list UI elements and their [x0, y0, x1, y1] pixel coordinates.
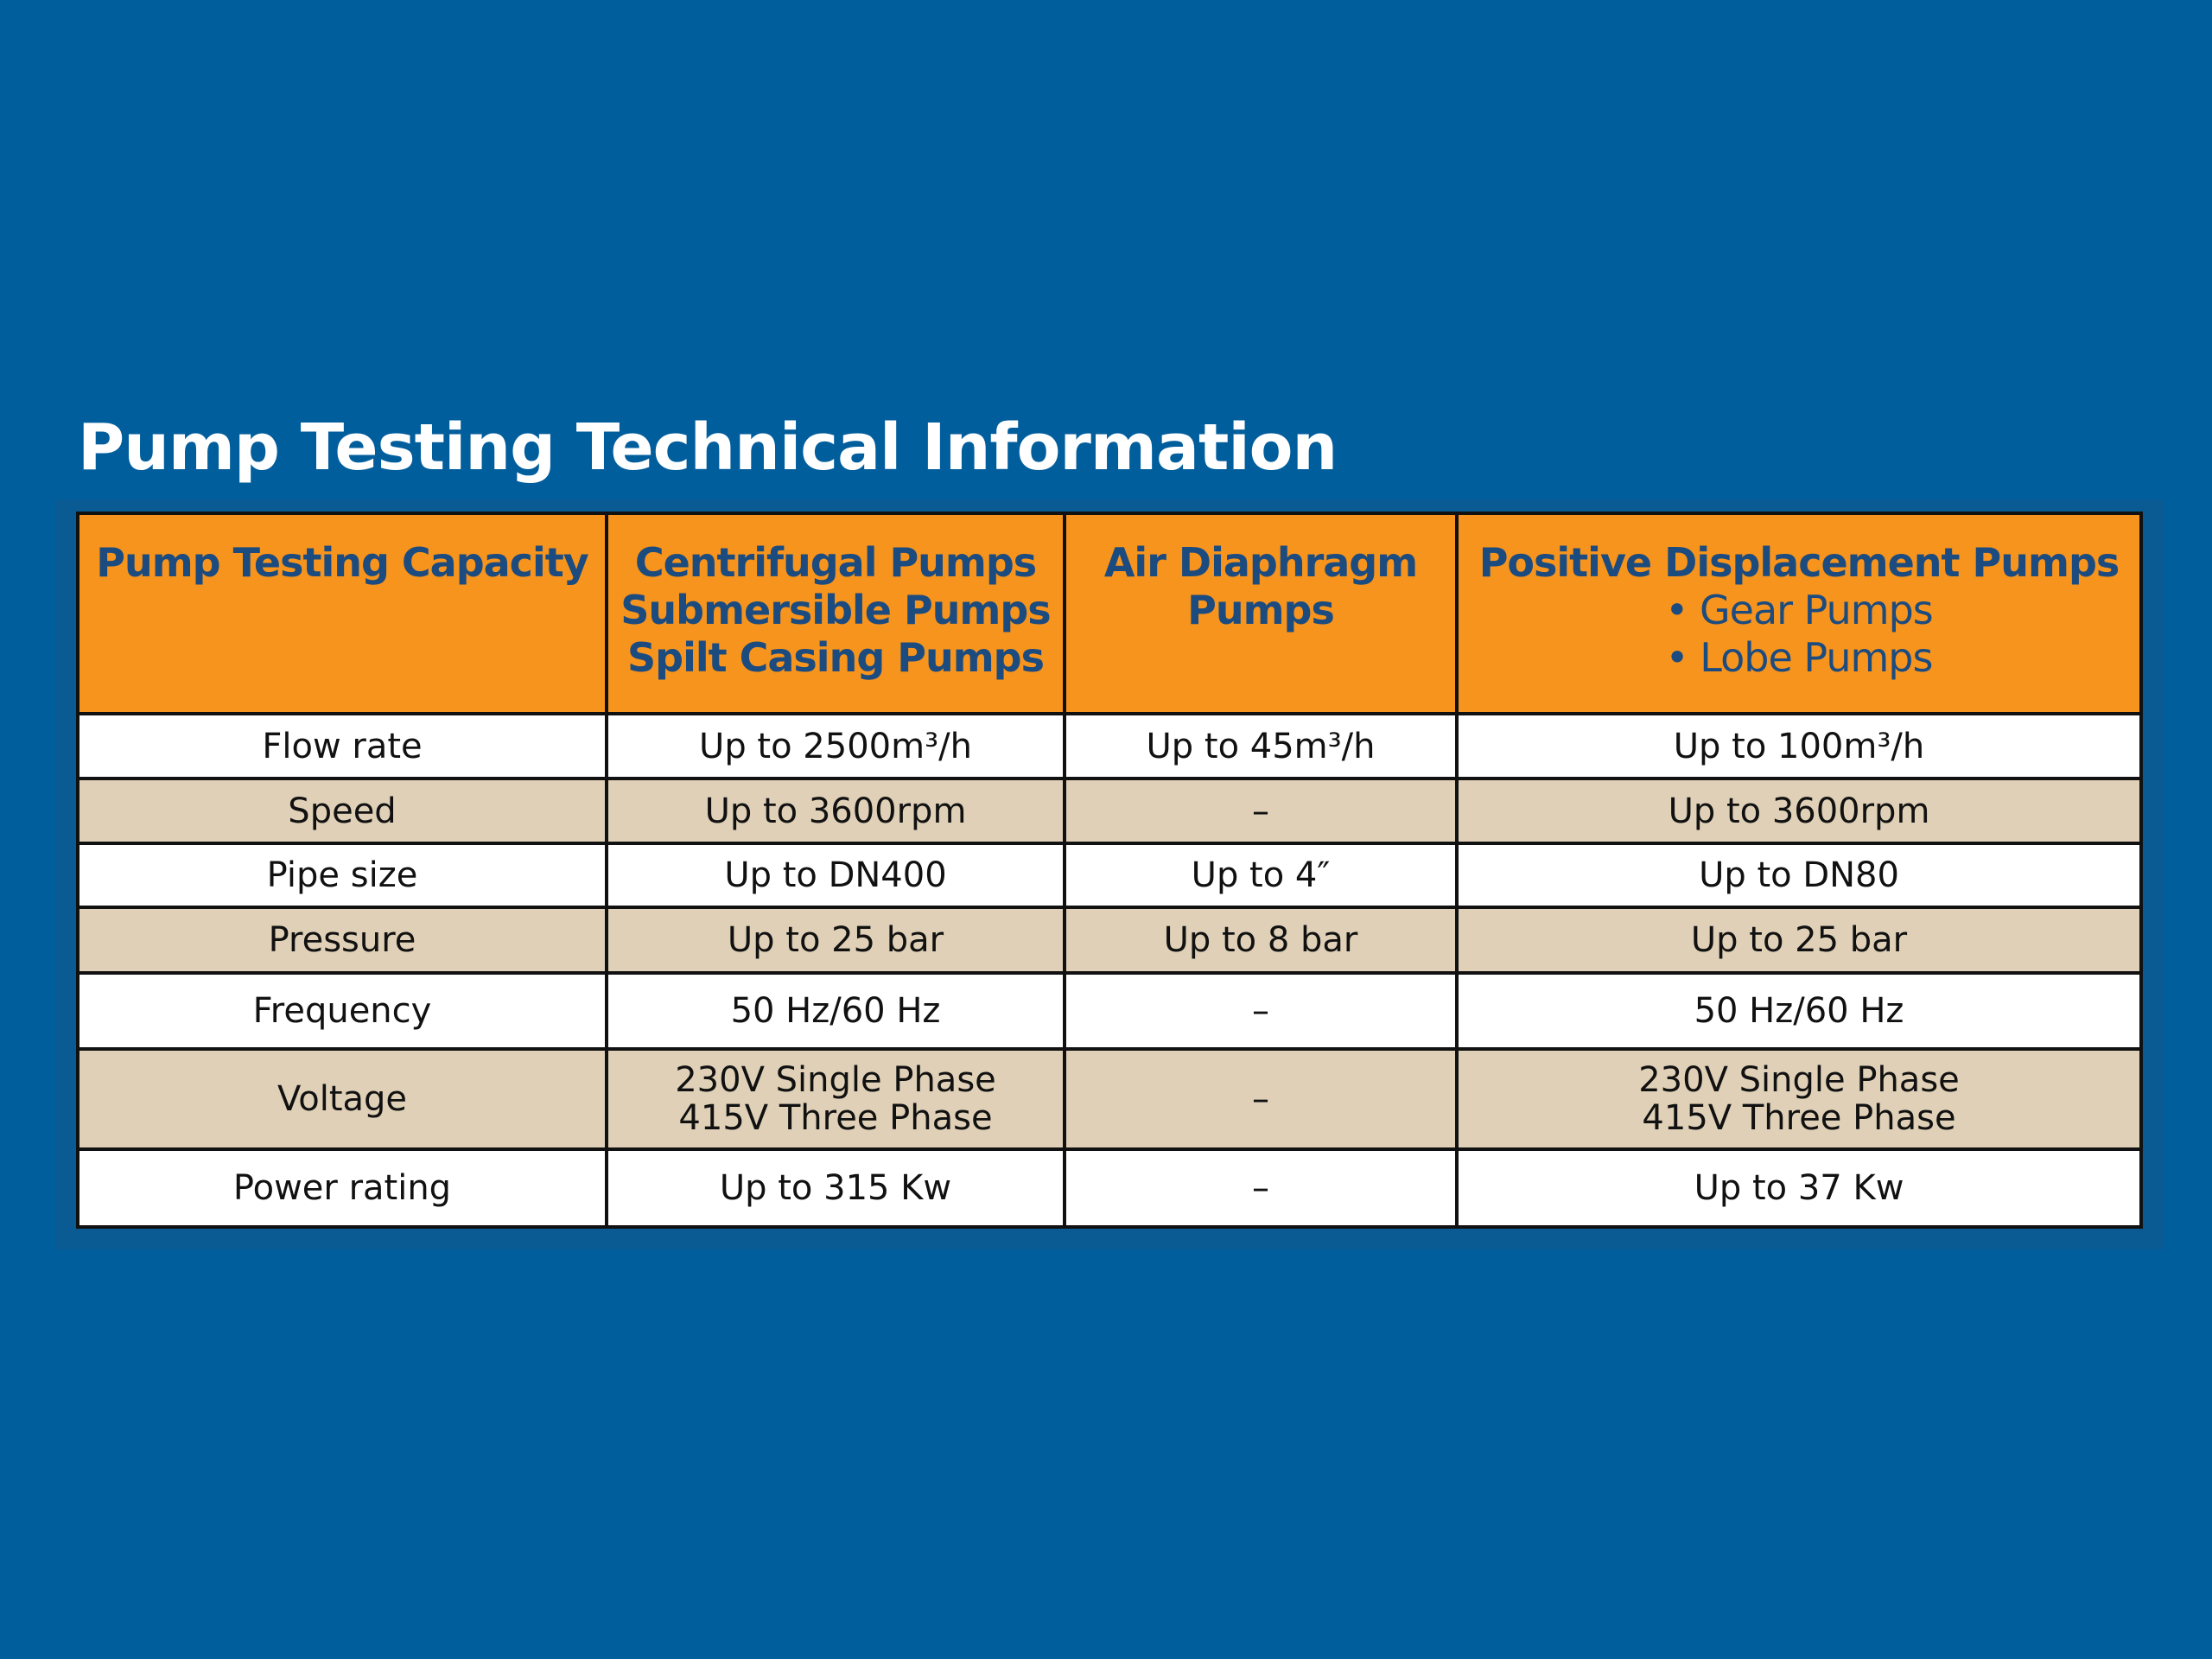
cell-centrifugal: Up to 25 bar: [607, 907, 1065, 973]
table-row: [78, 907, 2141, 973]
header-positive: [1457, 513, 2141, 714]
cell-line: 230V Single Phase: [1638, 1060, 1960, 1100]
table-row: [78, 973, 2141, 1049]
table-row: [78, 1149, 2141, 1227]
header-positive-item: • Lobe Pumps: [1665, 634, 1933, 681]
row-label: Pressure: [78, 907, 607, 973]
cell-centrifugal: Up to 2500m³/h: [607, 714, 1065, 779]
cell-diaphragm: Up to 8 bar: [1065, 907, 1457, 973]
row-label: Frequency: [78, 973, 607, 1049]
cell-diaphragm: Up to 4″: [1065, 843, 1457, 907]
cell-positive: Up to 37 Kw: [1457, 1149, 2141, 1227]
header-centrifugal-line: Spilt Casing Pumps: [627, 634, 1044, 681]
header-positive-main: Positive Displacement Pumps: [1478, 539, 2120, 586]
header-centrifugal-line: Submersible Pumps: [620, 587, 1051, 633]
table-row: [78, 714, 2141, 779]
cell-centrifugal: 50 Hz/60 Hz: [607, 973, 1065, 1049]
row-label: Voltage: [78, 1049, 607, 1149]
cell-diaphragm: –: [1065, 973, 1457, 1049]
header-capacity-label: Pump Testing Capacity: [96, 539, 588, 586]
cell-centrifugal: Up to 3600rpm: [607, 779, 1065, 843]
cell-line: 415V Three Phase: [1642, 1098, 1956, 1138]
row-label: Flow rate: [78, 714, 607, 779]
cell-diaphragm: –: [1065, 779, 1457, 843]
cell-line: 415V Three Phase: [678, 1098, 993, 1138]
header-diaphragm: [1065, 513, 1457, 714]
header-positive-item: • Gear Pumps: [1665, 587, 1933, 633]
cell-centrifugal: Up to DN400: [607, 843, 1065, 907]
cell-line: 230V Single Phase: [675, 1060, 996, 1100]
spec-table: [76, 512, 2143, 1229]
cell-positive: Up to 3600rpm: [1457, 779, 2141, 843]
row-label: Power rating: [78, 1149, 607, 1227]
cell-positive: Up to 25 bar: [1457, 907, 2141, 973]
cell-diaphragm: –: [1065, 1049, 1457, 1149]
header-centrifugal-line: Centrifugal Pumps: [634, 539, 1037, 586]
table-row: [78, 779, 2141, 843]
cell-positive: 50 Hz/60 Hz: [1457, 973, 2141, 1049]
cell-centrifugal: [607, 1049, 1065, 1149]
table-row: [78, 843, 2141, 907]
header-capacity: [78, 513, 607, 714]
header-diaphragm-line: Pumps: [1187, 587, 1334, 633]
table-header-row: [78, 513, 2141, 714]
cell-positive: [1457, 1049, 2141, 1149]
cell-diaphragm: Up to 45m³/h: [1065, 714, 1457, 779]
cell-diaphragm: –: [1065, 1149, 1457, 1227]
cell-positive: Up to DN80: [1457, 843, 2141, 907]
cell-positive: Up to 100m³/h: [1457, 714, 2141, 779]
header-centrifugal: [607, 513, 1065, 714]
header-diaphragm-line: Air Diaphragm: [1103, 539, 1418, 586]
row-label: Speed: [78, 779, 607, 843]
row-label: Pipe size: [78, 843, 607, 907]
page-title: Pump Testing Technical Information: [78, 410, 1338, 485]
table-row: [78, 1049, 2141, 1149]
cell-centrifugal: Up to 315 Kw: [607, 1149, 1065, 1227]
